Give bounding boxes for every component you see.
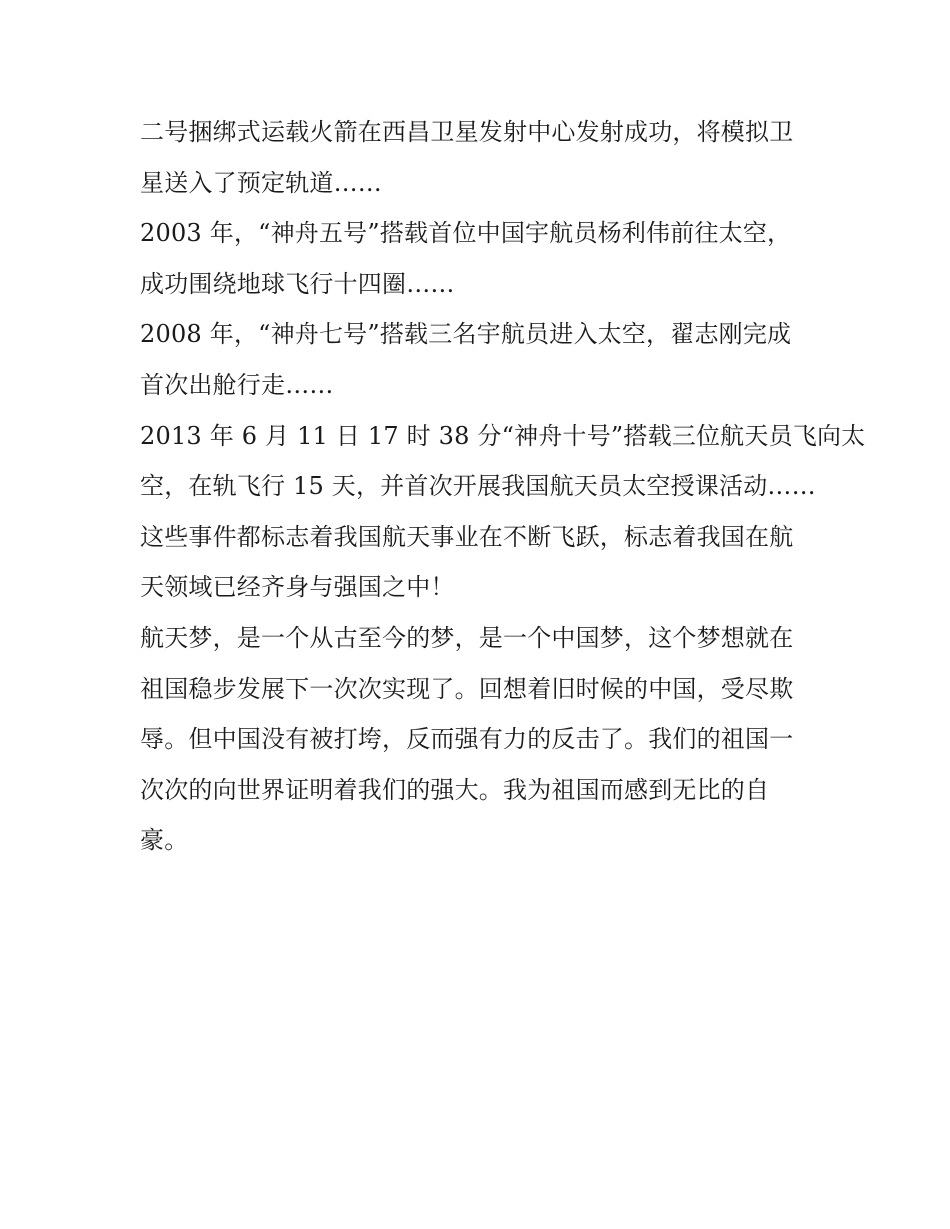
text-line: 这些事件都标志着我国航天事业在不断飞跃，标志着我国在航 xyxy=(140,522,794,551)
text-line: 航天梦，是一个从古至今的梦，是一个中国梦，这个梦想就在 xyxy=(140,623,794,652)
text-line: 空，在轨飞行 15 天，并首次开展我国航天员太空授课活动…… xyxy=(140,472,816,501)
text-line: 2003 年，“神舟五号”搭载首位中国宇航员杨利伟前往太空， xyxy=(140,219,792,248)
text-line: 首次出舱行走…… xyxy=(140,370,334,399)
text-line: 辱。但中国没有被打垮，反而强有力的反击了。我们的祖国一 xyxy=(140,725,794,754)
text-line: 星送入了预定轨道…… xyxy=(140,168,382,197)
text-line: 天领域已经齐身与强国之中！ xyxy=(140,573,455,602)
text-line: 成功围绕地球飞行十四圈…… xyxy=(140,269,455,298)
text-line: 2008 年，“神舟七号”搭载三名宇航员进入太空，翟志刚完成 xyxy=(140,320,792,349)
text-line: 豪。 xyxy=(140,826,189,855)
text-line: 2013 年 6 月 11 日 17 时 38 分“神舟十号”搭载三位航天员飞向太 xyxy=(140,421,866,450)
text-line: 次次的向世界证明着我们的强大。我为祖国而感到无比的自 xyxy=(140,775,770,804)
text-line: 二号捆绑式运载火箭在西昌卫星发射中心发射成功，将模拟卫 xyxy=(140,118,794,146)
document-body xyxy=(140,107,866,866)
text-line: 祖国稳步发展下一次次实现了。回想着旧时候的中国，受尽欺 xyxy=(140,674,794,703)
